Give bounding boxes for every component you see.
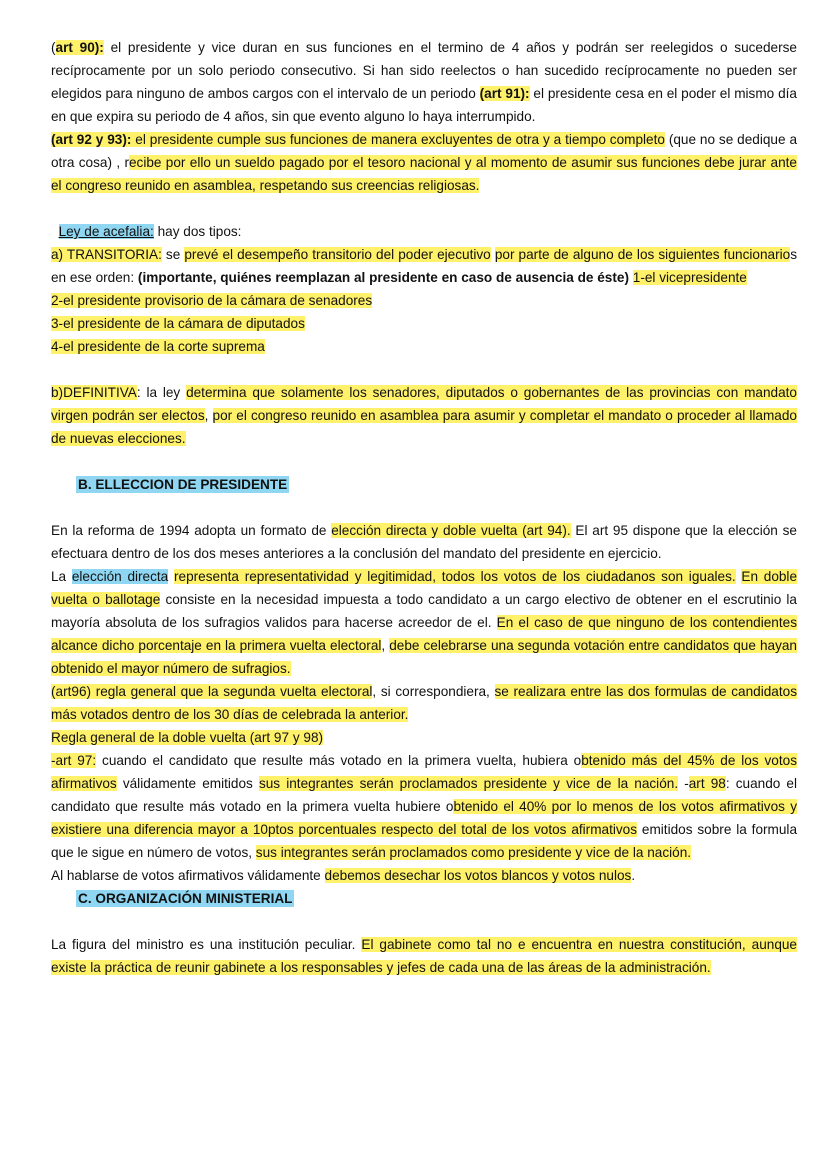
section-b-heading	[76, 473, 797, 496]
term: elección directa	[71, 569, 169, 584]
text: emitidos sobre la formula que le sigue en número de votos,	[51, 822, 798, 860]
list-item: 1-el vicepresidente	[632, 270, 747, 285]
highlight: En doble vuelta o ballotage	[51, 569, 798, 607]
text: válidamente emitidos	[116, 776, 259, 791]
highlight: El gabinete como tal no e encuentra en nuestra constitución, aunque existe la práctica de reunir gabinete a los responsables y jefes de cada una de las áreas de la administración.	[51, 937, 797, 975]
bold-note: (importante, quiénes reemplazan al presidente en caso de ausencia de éste)	[137, 270, 629, 285]
text: hay dos tipos:	[153, 224, 242, 239]
section-c-heading	[76, 887, 797, 910]
highlight: el presidente cumple sus funciones de manera excluyentes de otra y a tiempo completo	[131, 132, 665, 147]
paragraph-regla-general	[51, 726, 797, 749]
list-item: 4-el presidente de la corte suprema	[51, 339, 265, 354]
paragraph-reforma-1994	[51, 519, 797, 565]
paragraph-art-90-91	[51, 36, 797, 128]
highlight: sus integrantes serán proclamados como presidente y vice de la nación.	[255, 845, 692, 860]
list-item: 3-el presidente de la cámara de diputados	[51, 316, 305, 331]
text: (	[51, 40, 56, 55]
text: El art 95 dispone que la elección se efectuara dentro de los dos meses anteriores a la conclusión del mandato del presidente en ejercicio.	[51, 523, 797, 561]
text: Al hablarse de votos afirmativos válidamente	[51, 868, 325, 883]
highlight: determina que solamente los senadores, diputados o gobernantes de las provincias con mandato virgen podrán ser electos	[51, 385, 797, 423]
text: : la ley	[136, 385, 187, 400]
text: consiste en la necesidad impuesta a todo candidato a un cargo electivo de obtener en el escrutinio la mayoría absoluta de los sufragios validos para hacerse acreedor de el.	[51, 592, 797, 630]
text: s en ese orden:	[51, 247, 797, 285]
acefalia-transitoria	[51, 243, 797, 289]
text: , si correspondiera,	[372, 684, 495, 699]
list-item-3	[51, 312, 797, 335]
text: el presidente y vice duran en sus funciones en el termino de 4 años y podrán ser reelegidos o sucederse recíprocamente por un solo periodo consecutivo. Si han sido reelectos o han sucedido recíprocamente no pueden ser elegidos para ninguno de ambos cargos con el intervalo de un periodo	[51, 40, 797, 101]
paragraph-art-92-93	[51, 128, 797, 197]
text: ,	[204, 408, 213, 423]
highlight: ecibe por ello un sueldo pagado por el tesoro nacional y al momento de asumir sus funciones debe jurar ante el congreso reunido en asamblea, respetando sus creencias religiosas.	[51, 155, 797, 193]
list-item-4	[51, 335, 797, 358]
text: La figura del ministro es una institución peculiar.	[51, 937, 362, 952]
highlight: debemos desechar los votos blancos y votos nulos	[324, 868, 632, 883]
highlight: En el caso de que ninguno de los contendientes alcance dicho porcentaje en la primera vuelta electoral	[51, 615, 797, 653]
text: se	[161, 247, 185, 262]
article-ref: (art 91):	[479, 86, 530, 101]
paragraph-art-97-98	[51, 749, 797, 864]
list-item: 2-el presidente provisorio de la cámara de senadores	[51, 293, 373, 308]
label: b)DEFINITIVA	[51, 385, 137, 400]
highlight: por parte de alguno de los siguientes funcionario	[494, 247, 791, 262]
text: cuando el candidato que resulte más votado en la primera vuelta, hubiera o	[96, 753, 582, 768]
paragraph-eleccion-directa	[51, 565, 797, 680]
highlight: debe celebrarse una segunda votación entre candidatos que hayan obtenido el mayor número de sufragios.	[51, 638, 797, 676]
text: .	[631, 868, 636, 883]
label: a) TRANSITORIA:	[51, 247, 162, 262]
highlight: representa representatividad y legitimidad, todos los votos de los ciudadanos son iguales.	[173, 569, 736, 584]
text: -	[678, 776, 689, 791]
heading-text: C. ORGANIZACIÓN MINISTERIAL	[78, 891, 293, 906]
highlight: sus integrantes serán proclamados presidente y vice de la nación.	[258, 776, 679, 791]
article-ref: (art 92 y 93):	[51, 132, 132, 147]
text: (que no se dedique a otra cosa) , r	[51, 132, 797, 170]
highlight: prevé el desempeño transitorio del poder ejecutivo	[184, 247, 491, 262]
text: La	[51, 569, 72, 584]
list-item-2	[51, 289, 797, 312]
acefalia-title-line	[51, 220, 797, 243]
highlight: -art 97:	[51, 753, 97, 768]
highlight: Regla general de la doble vuelta (art 97 y 98)	[51, 730, 324, 745]
article-ref: art 90):	[55, 40, 104, 55]
highlight: btenido el 40% por lo menos de los votos afirmativos y existiere una diferencia mayor a 10ptos porcentuales respecto del total de los votos afirmativos	[51, 799, 797, 837]
highlight: por el congreso reunido en asamblea para asumir y completar el mandato o proceder al llamado de nuevas elecciones.	[51, 408, 797, 446]
paragraph-votos-afirmativos	[51, 864, 797, 887]
highlight: btenido más del 45% de los votos afirmativos	[51, 753, 797, 791]
text: : cuando el candidato que resulte más votado en la primera vuelta hubiere o	[51, 776, 798, 814]
text: ,	[381, 638, 390, 653]
heading-text: B. ELLECCION DE PRESIDENTE	[78, 477, 288, 492]
acefalia-title: Ley de acefalia:	[58, 224, 154, 239]
paragraph-art-96	[51, 680, 797, 726]
highlight: se realizara entre las dos formulas de candidatos más votados dentro de los 30 días de celebrada la anterior.	[51, 684, 797, 722]
highlight: elección directa y doble vuelta (art 94).	[331, 523, 571, 538]
acefalia-definitiva	[51, 381, 797, 450]
highlight: art 98	[688, 776, 726, 791]
highlight: (art96) regla general que la segunda vuelta electoral	[51, 684, 373, 699]
paragraph-ministerial	[51, 933, 797, 979]
text: el presidente cesa en el poder el mismo día en que expira su periodo de 4 años, sin que evento alguno lo haya interrumpido.	[51, 86, 797, 124]
text: En la reforma de 1994 adopta un formato de	[51, 523, 332, 538]
